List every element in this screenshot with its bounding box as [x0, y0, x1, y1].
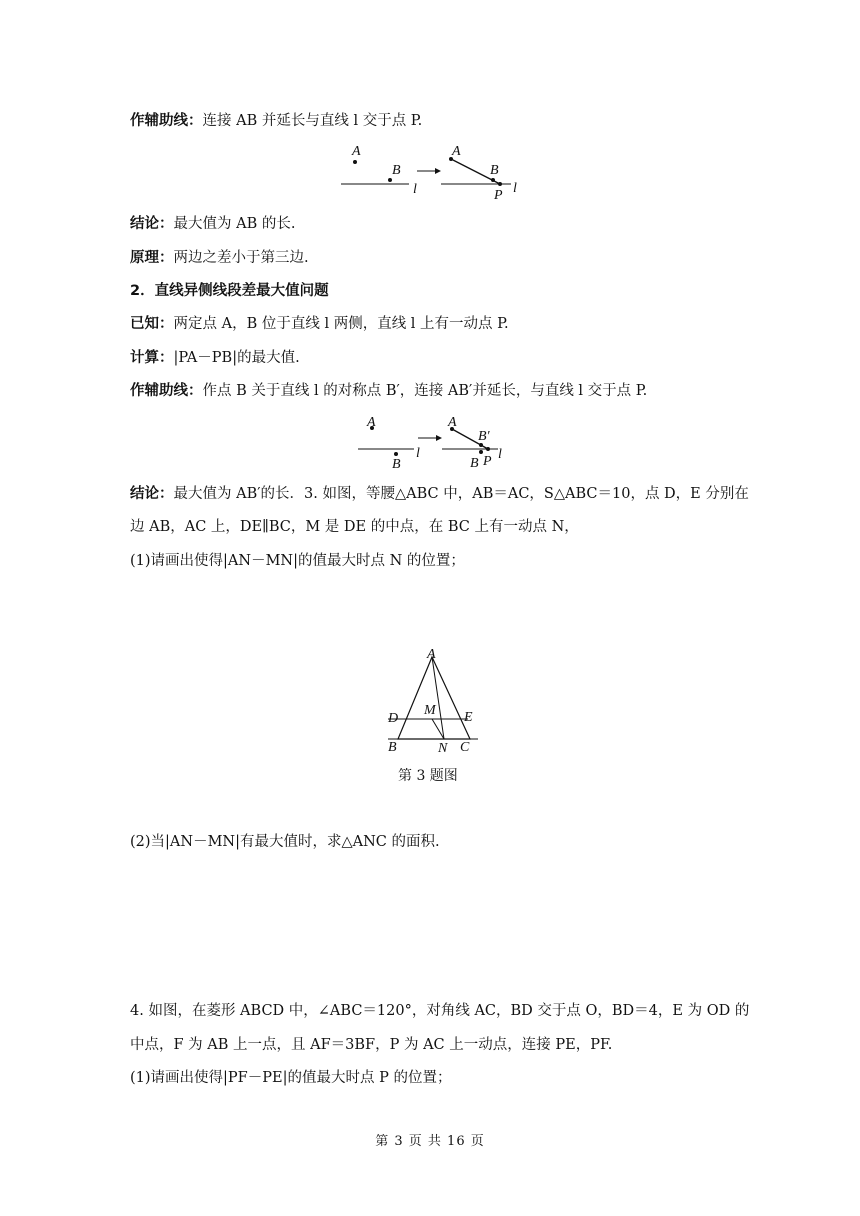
fig2-label-A2: A [448, 415, 457, 430]
fig3-label-D: D [388, 711, 399, 726]
fig1-label-A2: A [452, 144, 461, 159]
figure-2 [352, 412, 522, 472]
text-given: 两定点 A，B 位于直线 l 两侧，直线 l 上有一动点 P. [173, 316, 509, 332]
line-q4-2: 中点，F 为 AB 上一点，且 AF＝3BF，P 为 AC 上一动点，连接 PE，PF. [130, 1037, 613, 1053]
text-conclusion-1: 最大值为 AB 的长. [173, 216, 296, 232]
label-given: 已知： [130, 316, 174, 332]
line-q4-1: 4. 如图，在菱形 ABCD 中，∠ABC＝120°，对角线 AC，BD 交于点 O，BD＝4，E 为 OD 的 [130, 1003, 750, 1019]
fig1-label-l: l [413, 182, 417, 197]
line-conclusion-2 [130, 484, 749, 504]
fig2-label-B2: B [470, 456, 479, 471]
fig2-label-P: P [483, 454, 492, 469]
fig3-label-C: C [460, 740, 470, 755]
fig2-label-A: A [367, 415, 376, 430]
figure-1 [335, 140, 535, 200]
label-conclusion-2: 结论： [130, 486, 174, 502]
fig3-label-B: B [388, 740, 397, 755]
fig3-label-E: E [464, 710, 473, 725]
figure-3-caption: 第 3 题图 [398, 768, 458, 784]
line-compute [130, 348, 300, 368]
line-q3-1: (1)请画出使得|AN－MN|的值最大时点 N 的位置； [130, 553, 465, 569]
line-principle [130, 248, 309, 268]
figure-3 [380, 645, 490, 760]
fig3-label-M: M [424, 703, 436, 718]
fig3-label-N: N [438, 741, 448, 756]
fig1-label-l2: l [513, 181, 517, 196]
label-compute: 计算： [130, 350, 174, 366]
fig1-label-B: B [392, 163, 401, 178]
page-footer: 第 3 页 共 16 页 [375, 1134, 485, 1149]
line-q3-2: (2)当|AN－MN|有最大值时，求△ANC 的面积. [130, 834, 440, 850]
line-q3-cont: 边 AB，AC 上，DE∥BC，M 是 DE 的中点，在 BC 上有一动点 N， [130, 519, 579, 535]
fig2-label-B: B [392, 457, 401, 472]
fig2-label-l: l [416, 446, 420, 461]
fig1-label-A: A [352, 144, 361, 159]
line-given [130, 314, 509, 334]
text-principle: 两边之差小于第三边. [173, 250, 309, 266]
label-principle: 原理： [130, 250, 174, 266]
text-aux-1: 连接 AB 并延长与直线 l 交于点 P. [202, 113, 423, 129]
label-conclusion-1: 结论： [130, 216, 174, 232]
fig1-label-B2: B [490, 163, 499, 178]
fig2-label-Bprime: B′ [478, 429, 490, 444]
section-2-title: 2．直线异侧线段差最大值问题 [130, 283, 329, 299]
line-aux-1 [130, 111, 422, 131]
line-q4-3: (1)请画出使得|PF－PE|的值最大时点 P 的位置； [130, 1070, 452, 1086]
fig3-label-A: A [427, 647, 436, 662]
fig2-label-l2: l [498, 447, 502, 462]
line-conclusion-1 [130, 214, 295, 234]
text-aux-2: 作点 B 关于直线 l 的对称点 B′，连接 AB′并延长，与直线 l 交于点 P. [202, 383, 648, 399]
text-compute: |PA－PB|的最大值. [173, 350, 300, 366]
label-aux-2: 作辅助线： [130, 383, 203, 399]
line-aux-2 [130, 381, 647, 401]
text-conclusion-2: 最大值为 AB′的长．3. 如图，等腰△ABC 中，AB＝AC，S△ABC＝10，点 D，E 分别在 [173, 486, 749, 502]
fig1-label-P: P [494, 188, 503, 200]
label-aux-1: 作辅助线： [130, 113, 203, 129]
